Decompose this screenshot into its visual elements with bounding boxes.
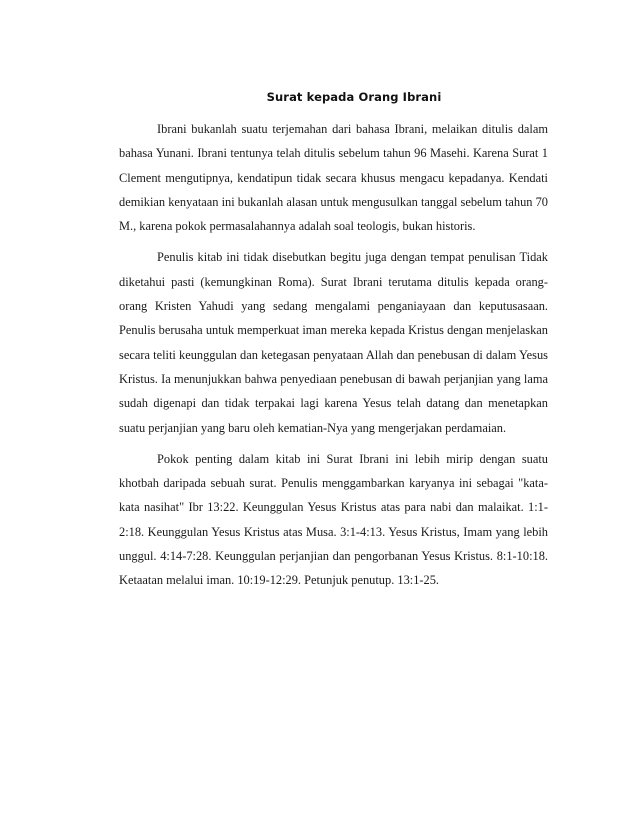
document-title: Surat kepada Orang Ibrani	[266, 90, 442, 104]
paragraph-1: Ibrani bukanlah suatu terjemahan dari bahasa Ibrani, melaikan ditulis dalam bahasa Yunani. Ibrani tentunya telah ditulis sebelum tahun 96 Masehi. Karena Surat 1 Clement mengutipnya, kendatipun tidak secara khusus mengacu kepadanya. Kendati demikian kenyataan ini bukanlah alasan untuk mengusulkan tanggal sebelum tahun 70 M., karena pokok permasalahannya adalah soal teologis, bukan historis.	[119, 122, 548, 234]
paragraph-2: Penulis kitab ini tidak disebutkan begitu juga dengan tempat penulisan Tidak diketahui pasti (kemungkinan Roma). Surat Ibrani terutama ditulis kepada orang-orang Kristen Yahudi yang sedang mengalami penganiayaan dan keputusasaan. Penulis berusaha untuk memperkuat iman mereka kepada Kristus dengan menjelaskan secara teliti keunggulan dan ketegasan penyataan Allah dan penebusan di dalam Yesus Kristus. Ia menunjukkan bahwa penyediaan penebusan di bawah perjanjian yang lama sudah digenapi dan tidak terpakai lagi karena Yesus telah datang dan menetapkan suatu perjanjian yang baru oleh kematian-Nya yang mengerjakan perdamaian.	[119, 250, 548, 435]
document-body	[119, 117, 548, 600]
paragraph-3: Pokok penting dalam kitab ini Surat Ibrani ini lebih mirip dengan suatu khotbah daripada sebuah surat. Penulis menggambarkan karyanya ini sebagai "kata-kata nasihat" Ibr 13:22. Keunggulan Yesus Kristus atas para nabi dan malaikat. 1:1-2:18. Keunggulan Yesus Kristus atas Musa. 3:1-4:13. Yesus Kristus, Imam yang lebih unggul. 4:14-7:28. Keunggulan perjanjian dan pengorbanan Yesus Kristus. 8:1-10:18. Ketaatan melalui iman. 10:19-12:29. Petunjuk penutup. 13:1-25.	[119, 451, 548, 588]
